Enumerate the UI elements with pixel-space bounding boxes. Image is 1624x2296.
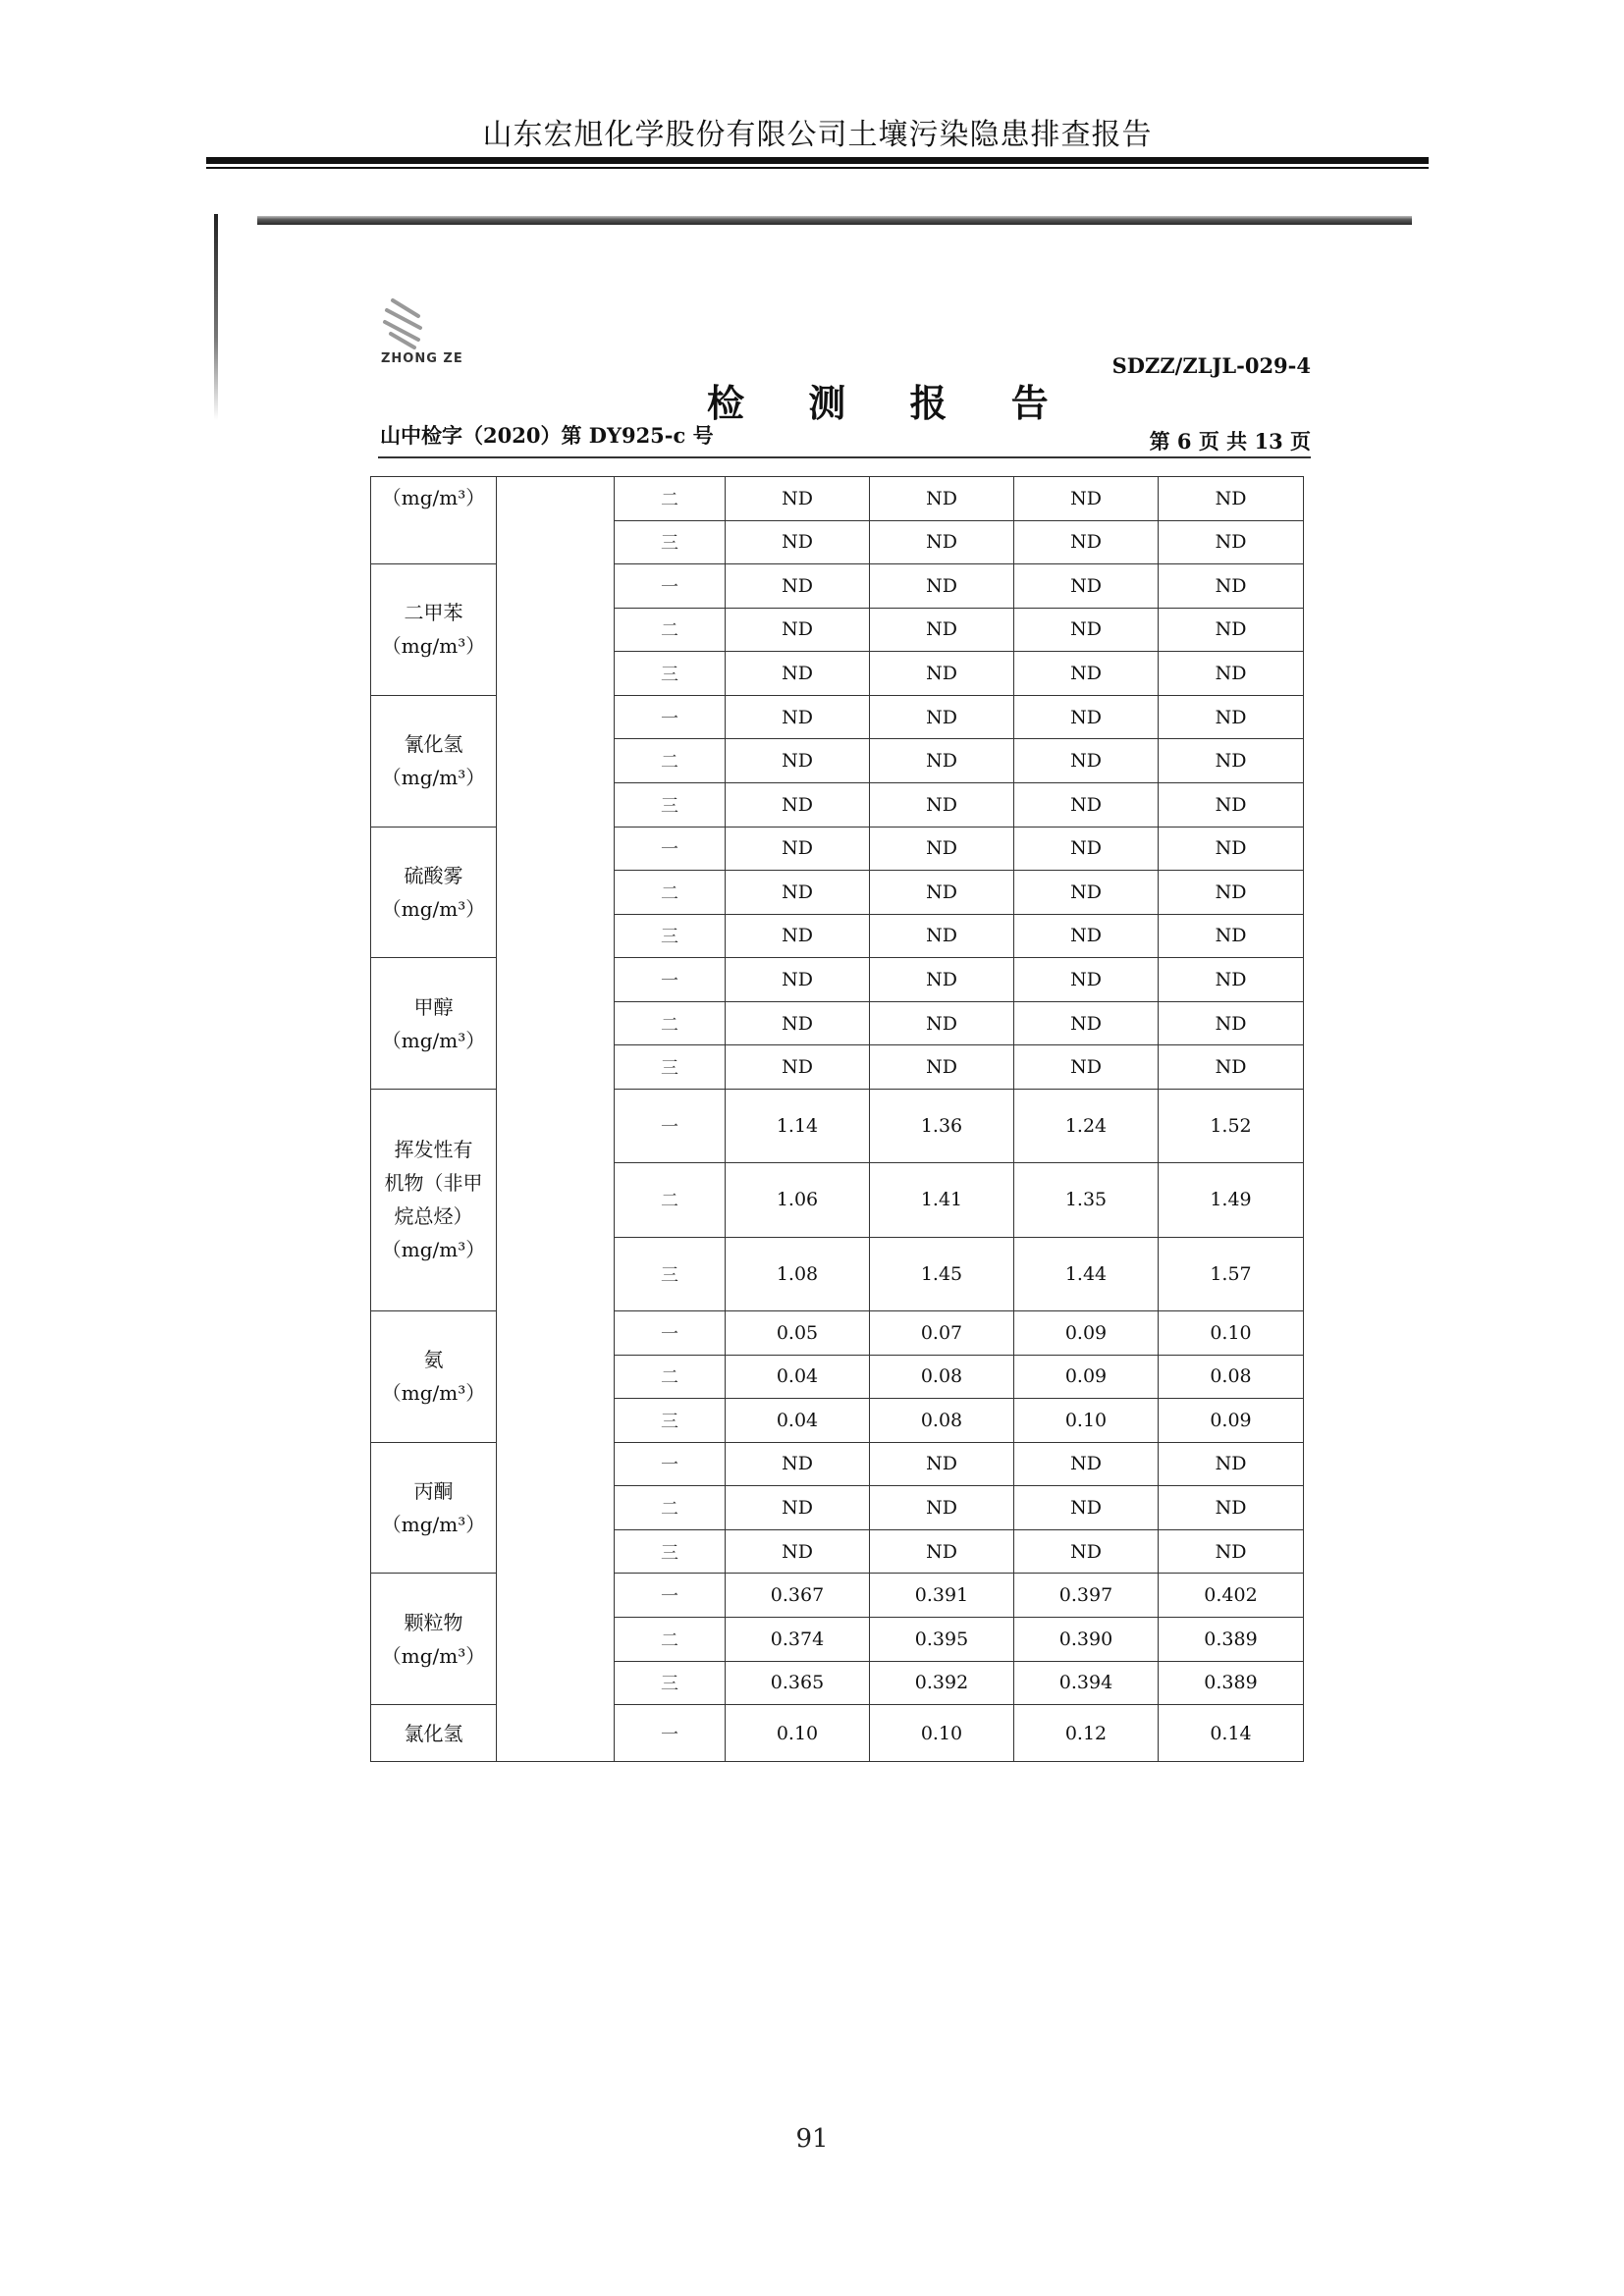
table-row	[371, 477, 1304, 521]
result-value-cell: ND	[726, 1529, 870, 1574]
sample-sequence-cell: 二	[615, 1486, 726, 1530]
sample-sequence-cell: 一	[615, 1311, 726, 1356]
result-value-cell: ND	[870, 564, 1014, 609]
result-value-cell: 0.10	[1014, 1399, 1159, 1443]
sample-sequence-cell: 二	[615, 1355, 726, 1399]
sample-sequence-cell: 三	[615, 914, 726, 958]
result-value-cell: ND	[1014, 564, 1159, 609]
result-value-cell: ND	[870, 652, 1014, 696]
result-value-cell: ND	[1014, 827, 1159, 871]
result-value-cell: ND	[1159, 477, 1304, 521]
scan-edge-left	[214, 214, 218, 420]
sample-sequence-cell: 二	[615, 1617, 726, 1661]
result-value-cell: ND	[1014, 1486, 1159, 1530]
item-name-line: 甲醇	[413, 994, 454, 1019]
sample-sequence-cell: 一	[615, 1442, 726, 1486]
result-value-cell: ND	[1014, 1001, 1159, 1045]
result-value-cell: ND	[1014, 652, 1159, 696]
result-value-cell: 1.35	[1014, 1163, 1159, 1237]
result-value-cell: ND	[870, 871, 1014, 915]
result-value-cell: ND	[1159, 608, 1304, 652]
result-value-cell: 0.394	[1014, 1661, 1159, 1705]
result-value-cell: ND	[870, 1529, 1014, 1574]
sample-sequence-cell: 二	[615, 608, 726, 652]
title-underline	[378, 456, 1311, 458]
result-value-cell: 0.08	[870, 1355, 1014, 1399]
sample-sequence-cell: 三	[615, 520, 726, 564]
sample-sequence-cell: 二	[615, 1001, 726, 1045]
result-value-cell: ND	[1014, 520, 1159, 564]
item-name-line: （mg/m³）	[381, 766, 486, 790]
result-value-cell: ND	[1159, 520, 1304, 564]
result-value-cell: 0.04	[726, 1355, 870, 1399]
result-value-cell: 0.08	[1159, 1355, 1304, 1399]
item-name-line: （mg/m³）	[381, 634, 486, 659]
item-name-cell	[371, 1705, 497, 1762]
result-value-cell: ND	[1159, 914, 1304, 958]
result-value-cell: 1.44	[1014, 1237, 1159, 1310]
result-value-cell: 0.395	[870, 1617, 1014, 1661]
result-value-cell: 0.14	[1159, 1705, 1304, 1762]
result-value-cell: 0.389	[1159, 1661, 1304, 1705]
result-value-cell: ND	[726, 477, 870, 521]
header-rule-thin	[206, 167, 1429, 169]
result-value-cell: ND	[726, 914, 870, 958]
result-value-cell: ND	[870, 739, 1014, 783]
result-value-cell: ND	[870, 695, 1014, 739]
result-value-cell: 0.08	[870, 1399, 1014, 1443]
sample-sequence-cell: 一	[615, 564, 726, 609]
result-value-cell: ND	[726, 608, 870, 652]
item-name-cell	[371, 1311, 497, 1443]
result-value-cell: ND	[1159, 958, 1304, 1002]
result-value-cell: 1.08	[726, 1237, 870, 1310]
result-value-cell: ND	[870, 1045, 1014, 1090]
result-value-cell: ND	[1014, 1442, 1159, 1486]
item-name-line: 氨	[423, 1348, 444, 1372]
result-value-cell: 1.52	[1159, 1089, 1304, 1162]
result-value-cell: ND	[870, 608, 1014, 652]
sample-sequence-cell: 三	[615, 1661, 726, 1705]
result-value-cell: 0.10	[726, 1705, 870, 1762]
item-name-line: （mg/m³）	[381, 486, 486, 509]
item-name-line: 氰化氢	[404, 732, 463, 757]
result-value-cell: 0.402	[1159, 1574, 1304, 1618]
item-name-line: 机物（非甲	[384, 1171, 483, 1196]
result-value-cell: 0.392	[870, 1661, 1014, 1705]
result-value-cell: 0.07	[870, 1311, 1014, 1356]
item-name-line: 挥发性有	[394, 1138, 473, 1162]
result-value-cell: 0.10	[870, 1705, 1014, 1762]
result-value-cell: 0.12	[1014, 1705, 1159, 1762]
sample-sequence-cell: 三	[615, 1237, 726, 1310]
sample-sequence-cell: 一	[615, 958, 726, 1002]
result-value-cell: 0.390	[1014, 1617, 1159, 1661]
result-value-cell: ND	[1014, 1045, 1159, 1090]
logo-text: ZHONG ZE	[381, 351, 463, 366]
sample-sequence-cell: 一	[615, 1089, 726, 1162]
scan-edge-top	[257, 216, 1412, 225]
sample-sequence-cell: 一	[615, 1574, 726, 1618]
result-value-cell: ND	[726, 1442, 870, 1486]
result-value-cell: ND	[726, 1045, 870, 1090]
result-value-cell: 0.04	[726, 1399, 870, 1443]
result-value-cell: ND	[726, 739, 870, 783]
item-name-line: （mg/m³）	[381, 896, 486, 921]
item-name-line: 丙酮	[413, 1479, 454, 1504]
result-value-cell: 1.06	[726, 1163, 870, 1237]
result-value-cell: 1.24	[1014, 1089, 1159, 1162]
result-value-cell: ND	[726, 958, 870, 1002]
item-name-line: （mg/m³）	[381, 1381, 486, 1406]
sample-sequence-cell: 一	[615, 695, 726, 739]
result-value-cell: ND	[1014, 1529, 1159, 1574]
result-value-cell: 0.391	[870, 1574, 1014, 1618]
result-value-cell: ND	[870, 914, 1014, 958]
result-value-cell: 1.45	[870, 1237, 1014, 1310]
result-value-cell: ND	[1014, 914, 1159, 958]
item-name-cell	[371, 958, 497, 1090]
result-value-cell: 0.374	[726, 1617, 870, 1661]
result-value-cell: ND	[726, 1486, 870, 1530]
result-value-cell: 0.09	[1014, 1311, 1159, 1356]
result-value-cell: ND	[1014, 958, 1159, 1002]
result-value-cell: ND	[870, 782, 1014, 827]
sample-sequence-cell: 三	[615, 1529, 726, 1574]
report-title: 检 测 报 告	[707, 381, 1074, 425]
result-value-cell: ND	[1014, 695, 1159, 739]
sample-sequence-cell: 二	[615, 1163, 726, 1237]
result-value-cell: 0.367	[726, 1574, 870, 1618]
result-value-cell: ND	[726, 827, 870, 871]
result-value-cell: ND	[1159, 564, 1304, 609]
item-name-line: （mg/m³）	[381, 1028, 486, 1052]
result-value-cell: 0.397	[1014, 1574, 1159, 1618]
form-code: SDZZ/ZLJL-029-4	[1111, 353, 1311, 378]
sample-sequence-cell: 二	[615, 477, 726, 521]
result-value-cell: 1.36	[870, 1089, 1014, 1162]
item-name-line: 烷总烃）	[394, 1204, 473, 1229]
item-name-cell	[371, 1574, 497, 1705]
result-value-cell: ND	[1159, 695, 1304, 739]
result-value-cell: 1.14	[726, 1089, 870, 1162]
result-value-cell: ND	[1014, 477, 1159, 521]
sample-sequence-cell: 一	[615, 1705, 726, 1762]
result-value-cell: ND	[1014, 782, 1159, 827]
item-name-cell	[371, 1089, 497, 1310]
item-name-line: （mg/m³）	[381, 1238, 486, 1262]
page-count: 第 6 页 共 13 页	[1149, 429, 1311, 454]
result-value-cell: ND	[1159, 1486, 1304, 1530]
result-value-cell: ND	[1159, 739, 1304, 783]
result-value-cell: 1.41	[870, 1163, 1014, 1237]
result-value-cell: ND	[726, 695, 870, 739]
item-name-cell	[371, 564, 497, 696]
result-value-cell: 1.57	[1159, 1237, 1304, 1310]
document-header: 山东宏旭化学股份有限公司土壤污染隐患排查报告	[482, 118, 1153, 152]
sample-sequence-cell: 三	[615, 652, 726, 696]
result-value-cell: ND	[726, 871, 870, 915]
result-value-cell: ND	[726, 520, 870, 564]
result-value-cell: ND	[726, 782, 870, 827]
result-value-cell: ND	[870, 1442, 1014, 1486]
result-value-cell: 0.05	[726, 1311, 870, 1356]
result-value-cell: 0.389	[1159, 1617, 1304, 1661]
result-value-cell: ND	[870, 477, 1014, 521]
result-value-cell: ND	[726, 564, 870, 609]
item-name-cell	[371, 695, 497, 827]
result-value-cell: ND	[1159, 1045, 1304, 1090]
page-number: 91	[795, 2124, 829, 2154]
result-value-cell: ND	[726, 652, 870, 696]
result-value-cell: ND	[1014, 608, 1159, 652]
test-results-table	[370, 476, 1304, 1762]
sampling-point-cell	[497, 477, 615, 1762]
result-value-cell: ND	[1159, 1529, 1304, 1574]
sample-sequence-cell: 二	[615, 871, 726, 915]
result-value-cell: ND	[870, 958, 1014, 1002]
result-value-cell: 0.10	[1159, 1311, 1304, 1356]
header-rule-thick	[206, 157, 1429, 164]
sample-sequence-cell: 二	[615, 739, 726, 783]
item-name-line: 硫酸雾	[404, 863, 463, 887]
result-value-cell: 0.09	[1014, 1355, 1159, 1399]
item-name-line: 氯化氢	[404, 1721, 463, 1745]
item-name-line: 颗粒物	[404, 1610, 463, 1634]
item-name-cell	[371, 1442, 497, 1574]
result-value-cell: ND	[726, 1001, 870, 1045]
item-name-cell	[371, 827, 497, 958]
result-value-cell: ND	[1159, 871, 1304, 915]
result-value-cell: ND	[870, 1486, 1014, 1530]
sample-sequence-cell: 三	[615, 1045, 726, 1090]
result-value-cell: 0.365	[726, 1661, 870, 1705]
item-name-line: 二甲苯	[404, 601, 463, 625]
result-value-cell: ND	[870, 827, 1014, 871]
result-value-cell: ND	[1159, 782, 1304, 827]
sample-sequence-cell: 三	[615, 782, 726, 827]
result-value-cell: ND	[870, 520, 1014, 564]
result-value-cell: ND	[1159, 652, 1304, 696]
result-value-cell: ND	[1014, 871, 1159, 915]
item-name-cell	[371, 477, 497, 564]
item-name-line: （mg/m³）	[381, 1643, 486, 1668]
result-value-cell: 1.49	[1159, 1163, 1304, 1237]
sample-sequence-cell: 三	[615, 1399, 726, 1443]
result-value-cell: ND	[1159, 827, 1304, 871]
result-value-cell: ND	[870, 1001, 1014, 1045]
result-value-cell: ND	[1159, 1001, 1304, 1045]
result-value-cell: ND	[1014, 739, 1159, 783]
result-value-cell: 0.09	[1159, 1399, 1304, 1443]
report-number: 山中检字（2020）第 DY925-c 号	[380, 423, 714, 448]
sample-sequence-cell: 一	[615, 827, 726, 871]
item-name-line: （mg/m³）	[381, 1513, 486, 1537]
result-value-cell: ND	[1159, 1442, 1304, 1486]
